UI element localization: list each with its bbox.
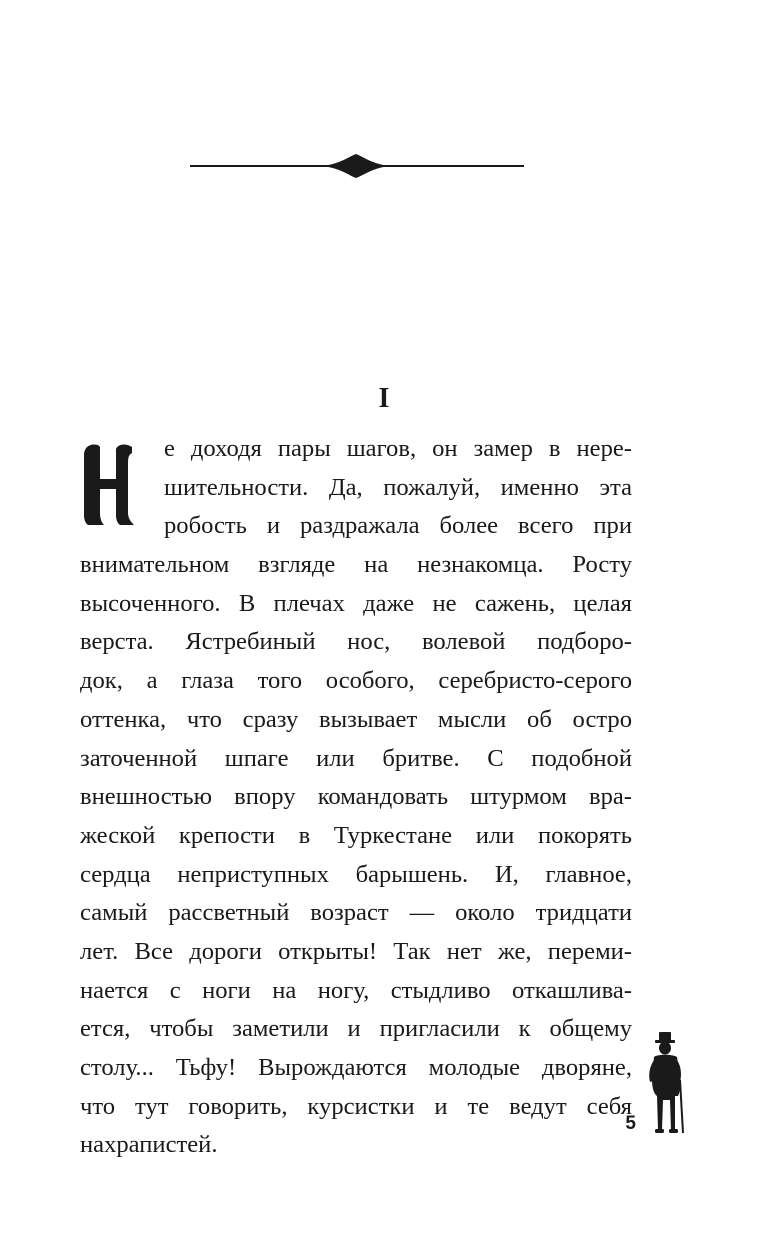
text-line: нахрапистей. xyxy=(80,1131,218,1159)
text-line: лет. Все дороги открыты! Так нет же, переми- xyxy=(80,937,632,965)
text-line: самый рассветный возраст — около тридцати xyxy=(80,899,632,927)
page-number: 5 xyxy=(625,1113,636,1134)
decorative-divider-ornament xyxy=(190,152,524,180)
text-line: нается с ноги на ногу, стыдливо откашлива- xyxy=(80,976,632,1004)
text-line: жеской крепости в Туркестане или покорять xyxy=(80,821,632,849)
text-line: док, а глаза того особого, серебристо-серого xyxy=(80,667,632,695)
text-line: столу... Тьфу! Вырождаются молодые дворяне, xyxy=(80,1054,632,1081)
text-line: шительности. Да, пожалуй, именно эта xyxy=(164,473,632,501)
body-text xyxy=(80,430,632,1165)
text-line: оттенка, что сразу вызывает мысли об остро xyxy=(80,705,632,733)
text-line: что тут говорить, курсистки и те ведут себя xyxy=(80,1092,632,1120)
text-line: сердца неприступных барышень. И, главное, xyxy=(80,860,632,888)
text-line: заточенной шпаге или бритве. С подобной xyxy=(80,744,632,772)
text-line: робость и раздражала более всего при xyxy=(164,512,632,540)
text-line: е доходя пары шагов, он замер в нере- xyxy=(164,435,632,462)
text-line: ется, чтобы заметили и пригласили к общему xyxy=(80,1015,632,1043)
text-line: внешностью впору командовать штурмом вра- xyxy=(80,783,632,811)
gentleman-silhouette-icon xyxy=(644,1030,686,1136)
text-line: высоченного. В плечах даже не сажень, целая xyxy=(80,589,632,617)
text-line: верста. Ястребиный нос, волевой подборо- xyxy=(80,628,632,656)
chapter-title: I xyxy=(378,383,390,414)
text-line: внимательном взгляде на незнакомца. Росту xyxy=(80,551,632,579)
